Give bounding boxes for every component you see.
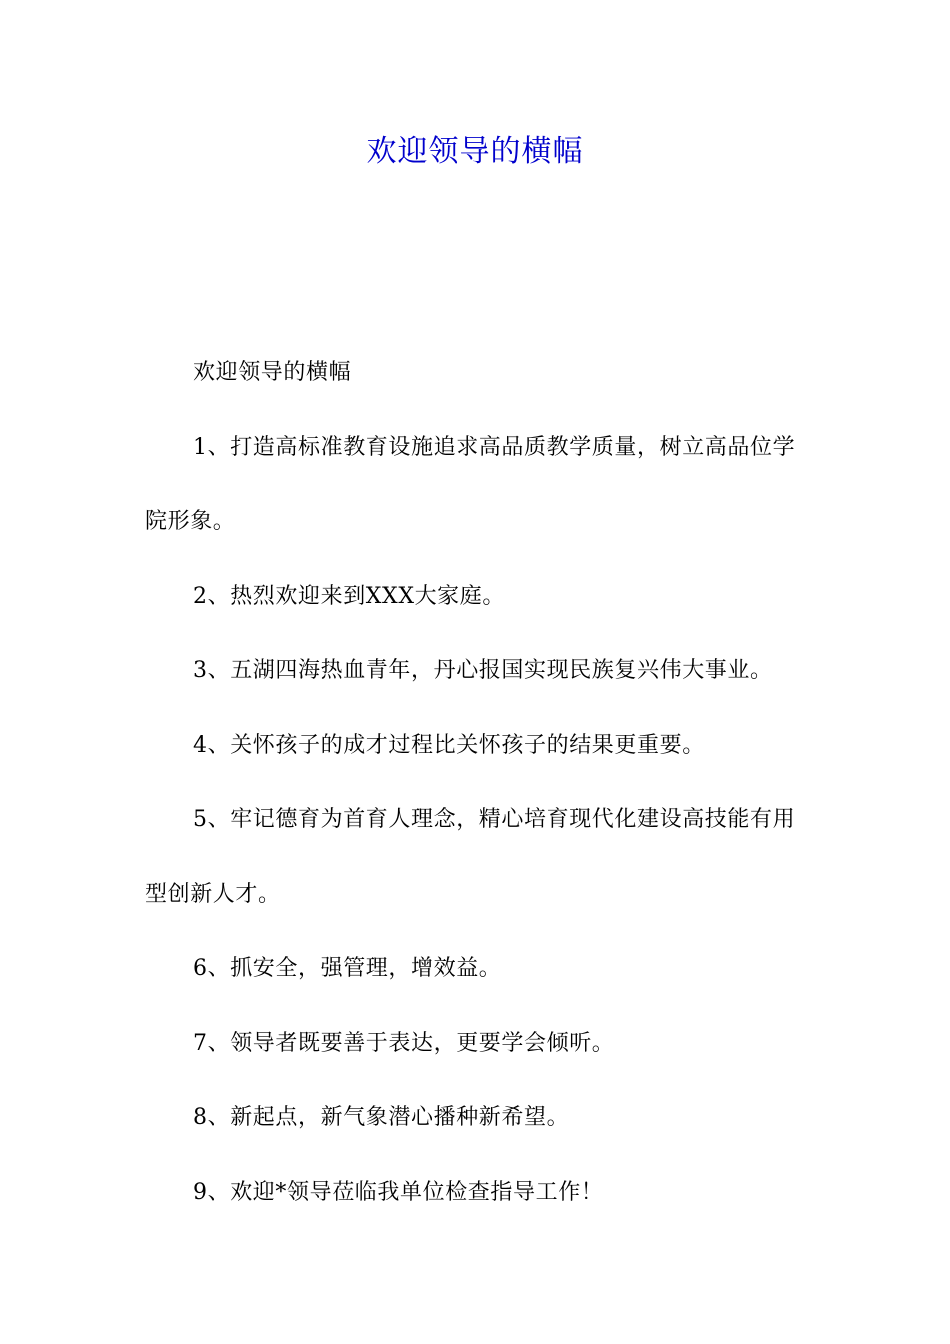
paragraph-item-8: 8、新起点，新气象潜心播种新希望。 [193, 1105, 570, 1130]
paragraph-item-5: 5、牢记德育为首育人理念，精心培育现代化建设高技能有用型创新人才。 [145, 807, 796, 907]
document-title: 欢迎领导的横幅 [366, 134, 584, 169]
paragraph-item-9: 9、欢迎*领导莅临我单位检查指导工作！ [193, 1179, 604, 1205]
paragraph-item-7: 7、领导者既要善于表达，更要学会倾听。 [193, 1030, 615, 1056]
document-body [145, 336, 810, 1230]
paragraph-subtitle: 欢迎领导的横幅 [193, 360, 352, 385]
paragraph-item-2: 2、热烈欢迎来到XXX大家庭。 [193, 583, 505, 609]
paragraph-item-3: 3、五湖四海热血青年，丹心报国实现民族复兴伟大事业。 [193, 658, 773, 683]
paragraph-item-1: 1、打造高标准教育设施追求高品质教学质量，树立高品位学院形象。 [145, 434, 796, 534]
paragraph-item-4: 4、关怀孩子的成才过程比关怀孩子的结果更重要。 [193, 732, 705, 758]
paragraph-item-6: 6、抓安全，强管理，增效益。 [193, 956, 502, 981]
